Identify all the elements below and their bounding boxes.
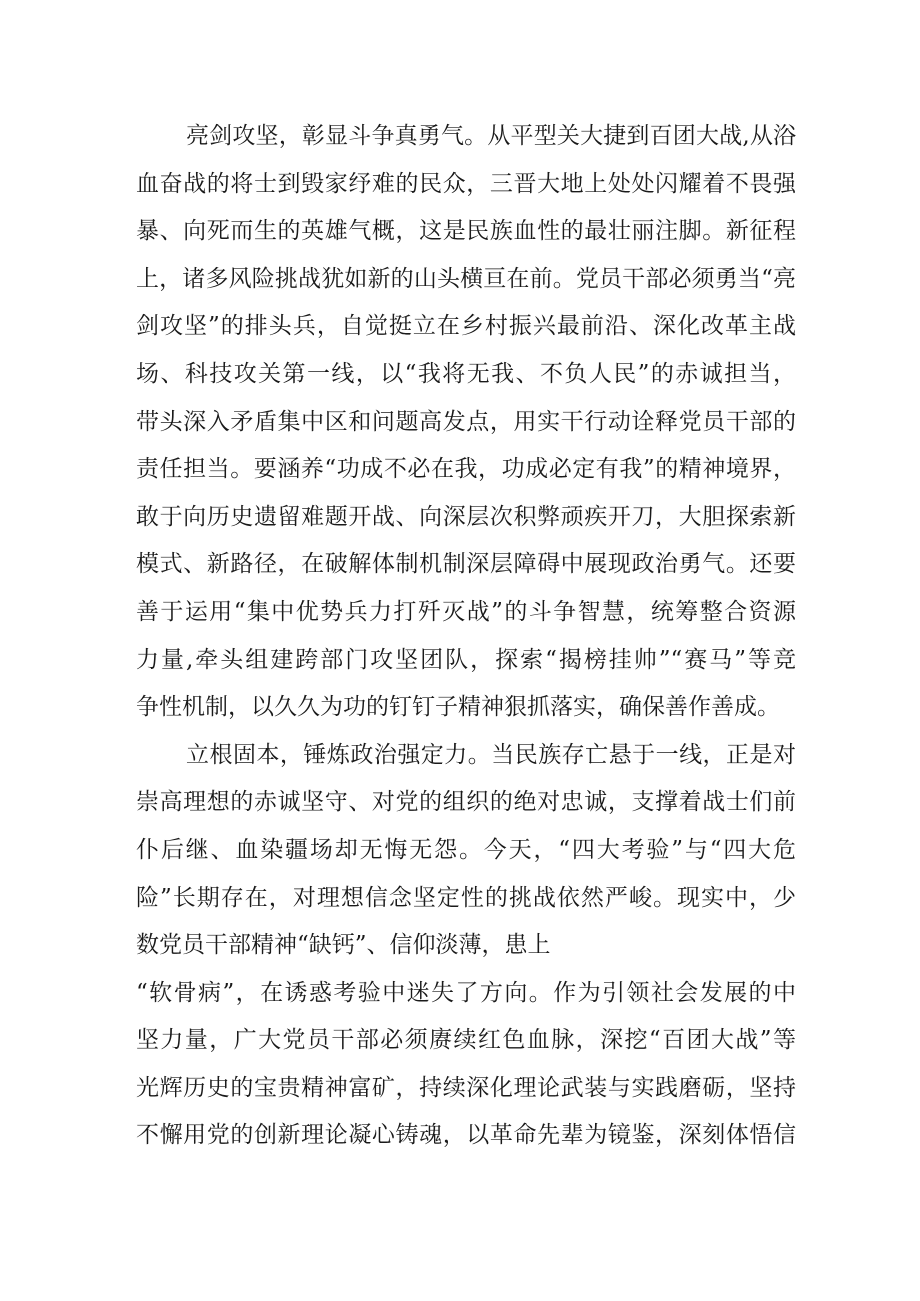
paragraph-line: 带头深入矛盾集中区和问题高发点，用实干行动诠释党员干部的 bbox=[136, 408, 796, 435]
paragraph-line: “软骨病”，在诱惑考验中迷失了方向。作为引领社会发展的中 bbox=[136, 979, 796, 1006]
paragraph-line: 险”长期存在，对理想信念坚定性的挑战依然严峻。现实中，少 bbox=[136, 884, 796, 911]
paragraph-line: 争性机制，以久久为功的钉钉子精神狠抓落实，确保善作善成。 bbox=[136, 694, 780, 721]
paragraph-line: 责任担当。要涵养“功成不必在我，功成必定有我”的精神境界， bbox=[136, 456, 796, 483]
paragraph-line: 光辉历史的宝贵精神富矿，持续深化理论武装与实践磨砺，坚持 bbox=[136, 1074, 796, 1101]
paragraph-line: 立根固本，锤炼政治强定力。当民族存亡悬于一线，正是对 bbox=[186, 741, 796, 768]
paragraph-line: 场、科技攻关第一线，以“我将无我、不负人民”的赤诚担当， bbox=[136, 360, 796, 387]
document-body bbox=[136, 113, 796, 1160]
paragraph-line: 力量,牵头组建跨部门攻坚团队，探索“揭榜挂帅”“赛马”等竞 bbox=[136, 646, 796, 673]
paragraph-line: 模式、新路径，在破解体制机制深层障碍中展现政治勇气。还要 bbox=[136, 551, 796, 578]
paragraph-line: 不懈用党的创新理论凝心铸魂，以革命先辈为镜鉴，深刻体悟信 bbox=[136, 1122, 796, 1149]
paragraph-line: 暴、向死而生的英雄气概，这是民族血性的最壮丽注脚。新征程 bbox=[136, 218, 796, 245]
paragraph-line: 亮剑攻坚，彰显斗争真勇气。从平型关大捷到百团大战,从浴 bbox=[186, 123, 796, 149]
paragraph-line: 血奋战的将士到毁家纾难的民众，三晋大地上处处闪耀着不畏强 bbox=[136, 170, 796, 197]
paragraph-line: 数党员干部精神“缺钙”、信仰淡薄，患上 bbox=[136, 932, 551, 959]
paragraph-line: 敢于向历史遗留难题开战、向深层次积弊顽疾开刀，大胆探索新 bbox=[136, 503, 796, 530]
paragraph-line: 剑攻坚”的排头兵，自觉挺立在乡村振兴最前沿、深化改革主战 bbox=[136, 313, 796, 340]
paragraph-line: 仆后继、血染疆场却无悔无怨。今天，“四大考验”与“四大危 bbox=[136, 836, 796, 863]
paragraph-line: 善于运用“集中优势兵力打歼灭战”的斗争智慧，统筹整合资源 bbox=[136, 598, 796, 625]
paragraph-line: 崇高理想的赤诚坚守、对党的组织的绝对忠诚，支撑着战士们前 bbox=[136, 789, 796, 816]
paragraph-line: 上，诸多风险挑战犹如新的山头横亘在前。党员干部必须勇当“亮 bbox=[136, 265, 796, 292]
paragraph-line: 坚力量，广大党员干部必须赓续红色血脉，深挖“百团大战”等 bbox=[136, 1027, 796, 1054]
